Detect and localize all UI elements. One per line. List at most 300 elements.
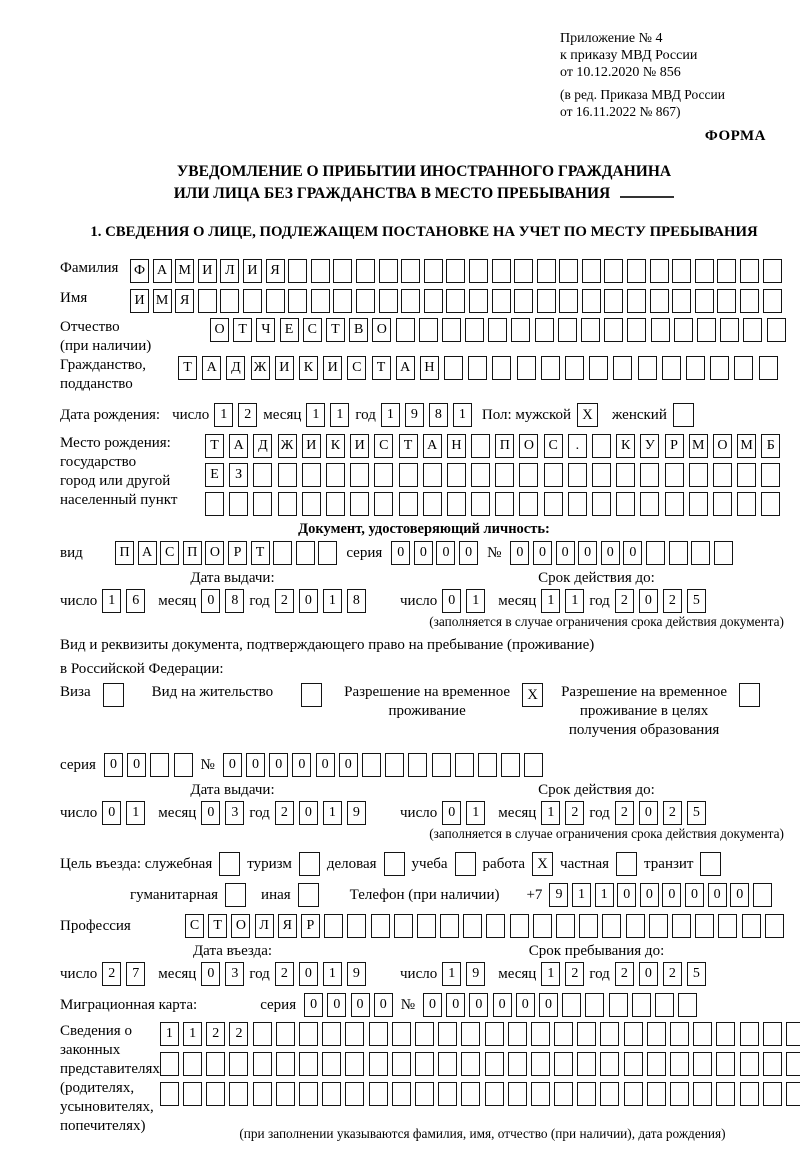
char-cell[interactable] [616, 463, 635, 487]
char-cell[interactable]: О [210, 318, 229, 342]
char-cell[interactable] [229, 1082, 248, 1106]
char-cell[interactable] [486, 914, 505, 938]
char-cell[interactable]: А [229, 434, 248, 458]
char-cell[interactable] [765, 914, 784, 938]
char-cell[interactable] [478, 753, 497, 777]
char-cell[interactable] [392, 1052, 411, 1076]
char-cell[interactable] [763, 259, 782, 283]
char-cell[interactable]: 0 [351, 993, 370, 1017]
char-cell[interactable] [399, 463, 418, 487]
char-cell[interactable] [471, 434, 490, 458]
char-cell[interactable] [672, 914, 691, 938]
char-cell[interactable]: Р [301, 914, 320, 938]
char-cell[interactable]: 2 [615, 962, 634, 986]
char-cell[interactable] [345, 1052, 364, 1076]
char-cell[interactable] [604, 318, 623, 342]
char-cell[interactable] [399, 492, 418, 516]
char-cell[interactable] [626, 914, 645, 938]
char-cell[interactable] [401, 259, 420, 283]
char-cell[interactable]: Е [205, 463, 224, 487]
char-cell[interactable]: 0 [685, 883, 704, 907]
char-cell[interactable] [531, 1022, 550, 1046]
char-cell[interactable]: 1 [541, 962, 560, 986]
char-cell[interactable]: Б [761, 434, 780, 458]
char-cell[interactable]: Т [178, 356, 197, 380]
char-cell[interactable] [693, 1052, 712, 1076]
char-cell[interactable] [624, 1082, 643, 1106]
char-cell[interactable]: 1 [160, 1022, 179, 1046]
char-cell[interactable] [347, 914, 366, 938]
char-cell[interactable]: Т [399, 434, 418, 458]
char-cell[interactable]: Т [251, 541, 270, 565]
char-cell[interactable] [582, 259, 601, 283]
char-cell[interactable] [350, 463, 369, 487]
char-cell[interactable] [600, 1052, 619, 1076]
char-cell[interactable]: 7 [126, 962, 145, 986]
char-cell[interactable]: 1 [214, 403, 233, 427]
char-cell[interactable] [562, 993, 581, 1017]
char-cell[interactable] [345, 1022, 364, 1046]
char-cell[interactable]: 5 [687, 962, 706, 986]
char-cell[interactable] [519, 463, 538, 487]
char-cell[interactable] [356, 289, 375, 313]
char-cell[interactable] [533, 914, 552, 938]
char-cell[interactable] [150, 753, 169, 777]
char-cell[interactable]: С [544, 434, 563, 458]
char-cell[interactable] [253, 1052, 272, 1076]
char-cell[interactable] [444, 356, 463, 380]
char-cell[interactable]: 0 [299, 589, 318, 613]
char-cell[interactable]: Т [326, 318, 345, 342]
char-cell[interactable] [508, 1052, 527, 1076]
char-cell[interactable] [568, 463, 587, 487]
char-cell[interactable] [740, 1052, 759, 1076]
char-cell[interactable]: 0 [533, 541, 552, 565]
char-cell[interactable]: 8 [347, 589, 366, 613]
char-cell[interactable]: 1 [323, 589, 342, 613]
char-cell[interactable] [369, 1082, 388, 1106]
char-cell[interactable] [524, 753, 543, 777]
char-cell[interactable]: И [275, 356, 294, 380]
char-cell[interactable] [742, 914, 761, 938]
char-cell[interactable] [333, 289, 352, 313]
char-cell[interactable] [713, 492, 732, 516]
char-cell[interactable] [686, 356, 705, 380]
char-cell[interactable]: Т [208, 914, 227, 938]
char-cell[interactable]: Н [420, 356, 439, 380]
char-cell[interactable] [714, 541, 733, 565]
char-cell[interactable]: 0 [201, 801, 220, 825]
char-cell[interactable]: М [153, 289, 172, 313]
char-cell[interactable]: А [153, 259, 172, 283]
char-cell[interactable]: 9 [466, 962, 485, 986]
char-cell[interactable]: Н [447, 434, 466, 458]
char-cell[interactable] [537, 289, 556, 313]
char-cell[interactable] [740, 289, 759, 313]
char-cell[interactable] [438, 1022, 457, 1046]
char-cell[interactable] [559, 289, 578, 313]
char-cell[interactable]: 0 [223, 753, 242, 777]
char-cell[interactable] [740, 259, 759, 283]
char-cell[interactable] [278, 463, 297, 487]
char-cell[interactable]: 9 [347, 962, 366, 986]
char-cell[interactable]: Ж [278, 434, 297, 458]
char-cell[interactable]: Е [280, 318, 299, 342]
char-cell[interactable] [322, 1082, 341, 1106]
char-cell[interactable]: 1 [466, 589, 485, 613]
char-cell[interactable]: 0 [510, 541, 529, 565]
char-cell[interactable]: 2 [102, 962, 121, 986]
char-cell[interactable] [160, 1082, 179, 1106]
char-cell[interactable]: М [737, 434, 756, 458]
char-cell[interactable] [544, 463, 563, 487]
char-cell[interactable] [461, 1022, 480, 1046]
char-cell[interactable] [442, 318, 461, 342]
temp-permit-checkbox[interactable]: X [522, 683, 543, 707]
char-cell[interactable] [311, 289, 330, 313]
char-cell[interactable] [318, 541, 337, 565]
char-cell[interactable] [537, 259, 556, 283]
char-cell[interactable] [369, 1022, 388, 1046]
purpose-transit-checkbox[interactable] [700, 852, 721, 876]
char-cell[interactable]: 5 [687, 589, 706, 613]
char-cell[interactable] [501, 753, 520, 777]
char-cell[interactable] [299, 1082, 318, 1106]
char-cell[interactable] [646, 541, 665, 565]
char-cell[interactable] [253, 492, 272, 516]
char-cell[interactable]: 0 [639, 589, 658, 613]
char-cell[interactable] [469, 289, 488, 313]
char-cell[interactable] [508, 1022, 527, 1046]
char-cell[interactable]: 9 [347, 801, 366, 825]
char-cell[interactable] [624, 1052, 643, 1076]
char-cell[interactable]: 0 [662, 883, 681, 907]
char-cell[interactable]: К [616, 434, 635, 458]
char-cell[interactable] [716, 1082, 735, 1106]
char-cell[interactable] [592, 434, 611, 458]
char-cell[interactable] [220, 289, 239, 313]
char-cell[interactable] [508, 1082, 527, 1106]
char-cell[interactable] [665, 463, 684, 487]
char-cell[interactable]: 0 [339, 753, 358, 777]
char-cell[interactable] [356, 259, 375, 283]
char-cell[interactable] [720, 318, 739, 342]
temp-edu-checkbox[interactable] [739, 683, 760, 707]
char-cell[interactable]: 0 [292, 753, 311, 777]
char-cell[interactable]: 2 [229, 1022, 248, 1046]
char-cell[interactable]: И [323, 356, 342, 380]
char-cell[interactable]: 1 [565, 589, 584, 613]
char-cell[interactable] [432, 753, 451, 777]
char-cell[interactable] [311, 259, 330, 283]
char-cell[interactable] [581, 318, 600, 342]
char-cell[interactable]: О [205, 541, 224, 565]
char-cell[interactable] [322, 1052, 341, 1076]
char-cell[interactable]: 1 [183, 1022, 202, 1046]
char-cell[interactable] [362, 753, 381, 777]
char-cell[interactable]: 2 [565, 801, 584, 825]
char-cell[interactable] [253, 1022, 272, 1046]
char-cell[interactable] [488, 318, 507, 342]
char-cell[interactable] [554, 1082, 573, 1106]
char-cell[interactable]: О [372, 318, 391, 342]
char-cell[interactable]: С [374, 434, 393, 458]
char-cell[interactable] [579, 914, 598, 938]
char-cell[interactable] [322, 1022, 341, 1046]
char-cell[interactable] [206, 1082, 225, 1106]
char-cell[interactable]: О [231, 914, 250, 938]
char-cell[interactable] [253, 463, 272, 487]
char-cell[interactable] [535, 318, 554, 342]
char-cell[interactable]: 0 [469, 993, 488, 1017]
char-cell[interactable] [276, 1052, 295, 1076]
char-cell[interactable] [394, 914, 413, 938]
char-cell[interactable]: В [349, 318, 368, 342]
char-cell[interactable]: А [138, 541, 157, 565]
char-cell[interactable] [447, 463, 466, 487]
char-cell[interactable]: К [326, 434, 345, 458]
char-cell[interactable] [350, 492, 369, 516]
char-cell[interactable]: 1 [442, 962, 461, 986]
char-cell[interactable] [461, 1082, 480, 1106]
char-cell[interactable]: А [423, 434, 442, 458]
char-cell[interactable]: У [640, 434, 659, 458]
char-cell[interactable]: 0 [127, 753, 146, 777]
char-cell[interactable] [763, 289, 782, 313]
char-cell[interactable]: К [299, 356, 318, 380]
char-cell[interactable]: 0 [201, 962, 220, 986]
char-cell[interactable] [695, 259, 714, 283]
char-cell[interactable]: 0 [299, 801, 318, 825]
char-cell[interactable] [651, 318, 670, 342]
char-cell[interactable] [183, 1052, 202, 1076]
char-cell[interactable] [585, 993, 604, 1017]
char-cell[interactable] [253, 1082, 272, 1106]
char-cell[interactable] [438, 1052, 457, 1076]
char-cell[interactable] [763, 1022, 782, 1046]
char-cell[interactable] [734, 356, 753, 380]
char-cell[interactable]: 5 [687, 801, 706, 825]
char-cell[interactable] [369, 1052, 388, 1076]
char-cell[interactable] [408, 753, 427, 777]
char-cell[interactable] [276, 1082, 295, 1106]
char-cell[interactable]: О [519, 434, 538, 458]
char-cell[interactable] [767, 318, 786, 342]
char-cell[interactable] [455, 753, 474, 777]
char-cell[interactable] [672, 289, 691, 313]
char-cell[interactable]: И [130, 289, 149, 313]
purpose-private-checkbox[interactable] [616, 852, 637, 876]
char-cell[interactable] [463, 914, 482, 938]
char-cell[interactable]: 0 [617, 883, 636, 907]
char-cell[interactable]: 0 [391, 541, 410, 565]
char-cell[interactable]: Я [278, 914, 297, 938]
char-cell[interactable] [786, 1052, 800, 1076]
char-cell[interactable] [544, 492, 563, 516]
char-cell[interactable] [786, 1082, 800, 1106]
char-cell[interactable]: 0 [640, 883, 659, 907]
char-cell[interactable] [582, 289, 601, 313]
char-cell[interactable]: М [175, 259, 194, 283]
char-cell[interactable]: 0 [201, 589, 220, 613]
char-cell[interactable]: 8 [225, 589, 244, 613]
char-cell[interactable]: 1 [306, 403, 325, 427]
char-cell[interactable]: 0 [423, 993, 442, 1017]
char-cell[interactable]: П [183, 541, 202, 565]
char-cell[interactable]: И [350, 434, 369, 458]
char-cell[interactable] [385, 753, 404, 777]
char-cell[interactable] [689, 463, 708, 487]
char-cell[interactable] [678, 993, 697, 1017]
char-cell[interactable] [438, 1082, 457, 1106]
char-cell[interactable] [183, 1082, 202, 1106]
char-cell[interactable] [419, 318, 438, 342]
char-cell[interactable] [288, 259, 307, 283]
char-cell[interactable]: М [689, 434, 708, 458]
char-cell[interactable]: 0 [299, 962, 318, 986]
char-cell[interactable] [492, 356, 511, 380]
char-cell[interactable] [697, 318, 716, 342]
char-cell[interactable]: А [396, 356, 415, 380]
char-cell[interactable] [627, 259, 646, 283]
char-cell[interactable] [559, 259, 578, 283]
char-cell[interactable] [717, 289, 736, 313]
char-cell[interactable]: 6 [126, 589, 145, 613]
char-cell[interactable] [737, 463, 756, 487]
char-cell[interactable] [627, 318, 646, 342]
char-cell[interactable]: 1 [541, 589, 560, 613]
char-cell[interactable]: 2 [663, 589, 682, 613]
char-cell[interactable]: 0 [269, 753, 288, 777]
char-cell[interactable]: 0 [246, 753, 265, 777]
char-cell[interactable] [740, 1022, 759, 1046]
char-cell[interactable]: 9 [405, 403, 424, 427]
char-cell[interactable] [693, 1082, 712, 1106]
char-cell[interactable]: И [302, 434, 321, 458]
char-cell[interactable] [640, 463, 659, 487]
char-cell[interactable] [374, 463, 393, 487]
char-cell[interactable] [302, 492, 321, 516]
char-cell[interactable]: 8 [429, 403, 448, 427]
char-cell[interactable]: 0 [442, 801, 461, 825]
char-cell[interactable] [717, 259, 736, 283]
char-cell[interactable]: 1 [453, 403, 472, 427]
char-cell[interactable]: Ж [251, 356, 270, 380]
char-cell[interactable] [600, 1082, 619, 1106]
char-cell[interactable] [471, 463, 490, 487]
char-cell[interactable] [674, 318, 693, 342]
char-cell[interactable] [647, 1082, 666, 1106]
char-cell[interactable] [424, 259, 443, 283]
char-cell[interactable] [415, 1082, 434, 1106]
char-cell[interactable]: 0 [104, 753, 123, 777]
char-cell[interactable] [613, 356, 632, 380]
char-cell[interactable]: 2 [663, 801, 682, 825]
char-cell[interactable] [713, 463, 732, 487]
char-cell[interactable]: 0 [556, 541, 575, 565]
char-cell[interactable] [718, 914, 737, 938]
char-cell[interactable] [695, 289, 714, 313]
char-cell[interactable]: 0 [708, 883, 727, 907]
char-cell[interactable]: 1 [595, 883, 614, 907]
char-cell[interactable] [763, 1052, 782, 1076]
char-cell[interactable]: 0 [623, 541, 642, 565]
char-cell[interactable] [554, 1022, 573, 1046]
char-cell[interactable] [446, 259, 465, 283]
residence-permit-checkbox[interactable] [301, 683, 322, 707]
char-cell[interactable]: Р [228, 541, 247, 565]
purpose-humanitarian-checkbox[interactable] [225, 883, 246, 907]
char-cell[interactable] [577, 1022, 596, 1046]
char-cell[interactable] [649, 914, 668, 938]
char-cell[interactable]: 3 [225, 801, 244, 825]
char-cell[interactable]: П [495, 434, 514, 458]
char-cell[interactable] [198, 289, 217, 313]
char-cell[interactable]: 2 [565, 962, 584, 986]
char-cell[interactable]: О [713, 434, 732, 458]
char-cell[interactable] [379, 289, 398, 313]
char-cell[interactable] [600, 1022, 619, 1046]
char-cell[interactable] [761, 492, 780, 516]
char-cell[interactable]: 0 [516, 993, 535, 1017]
char-cell[interactable] [243, 289, 262, 313]
char-cell[interactable]: 2 [275, 589, 294, 613]
char-cell[interactable]: 0 [459, 541, 478, 565]
char-cell[interactable] [326, 463, 345, 487]
char-cell[interactable]: 2 [275, 962, 294, 986]
char-cell[interactable] [415, 1022, 434, 1046]
char-cell[interactable] [440, 914, 459, 938]
char-cell[interactable]: Т [233, 318, 252, 342]
char-cell[interactable] [415, 1052, 434, 1076]
char-cell[interactable]: . [568, 434, 587, 458]
char-cell[interactable] [174, 753, 193, 777]
char-cell[interactable] [655, 993, 674, 1017]
sex-male-checkbox[interactable]: X [577, 403, 598, 427]
char-cell[interactable] [541, 356, 560, 380]
char-cell[interactable]: 0 [578, 541, 597, 565]
char-cell[interactable] [691, 541, 710, 565]
char-cell[interactable] [160, 1052, 179, 1076]
char-cell[interactable] [514, 289, 533, 313]
char-cell[interactable] [577, 1082, 596, 1106]
char-cell[interactable] [392, 1082, 411, 1106]
char-cell[interactable] [485, 1052, 504, 1076]
char-cell[interactable] [401, 289, 420, 313]
char-cell[interactable] [288, 289, 307, 313]
char-cell[interactable]: 2 [238, 403, 257, 427]
char-cell[interactable]: Д [226, 356, 245, 380]
char-cell[interactable]: 1 [572, 883, 591, 907]
char-cell[interactable]: С [303, 318, 322, 342]
char-cell[interactable] [495, 492, 514, 516]
purpose-official-checkbox[interactable] [219, 852, 240, 876]
char-cell[interactable] [345, 1082, 364, 1106]
char-cell[interactable] [672, 259, 691, 283]
char-cell[interactable] [650, 289, 669, 313]
char-cell[interactable]: Л [255, 914, 274, 938]
char-cell[interactable] [640, 492, 659, 516]
sex-female-checkbox[interactable] [673, 403, 694, 427]
char-cell[interactable] [511, 318, 530, 342]
char-cell[interactable] [278, 492, 297, 516]
char-cell[interactable] [492, 259, 511, 283]
char-cell[interactable] [371, 914, 390, 938]
char-cell[interactable]: 2 [275, 801, 294, 825]
char-cell[interactable] [461, 1052, 480, 1076]
char-cell[interactable] [302, 463, 321, 487]
char-cell[interactable] [604, 289, 623, 313]
